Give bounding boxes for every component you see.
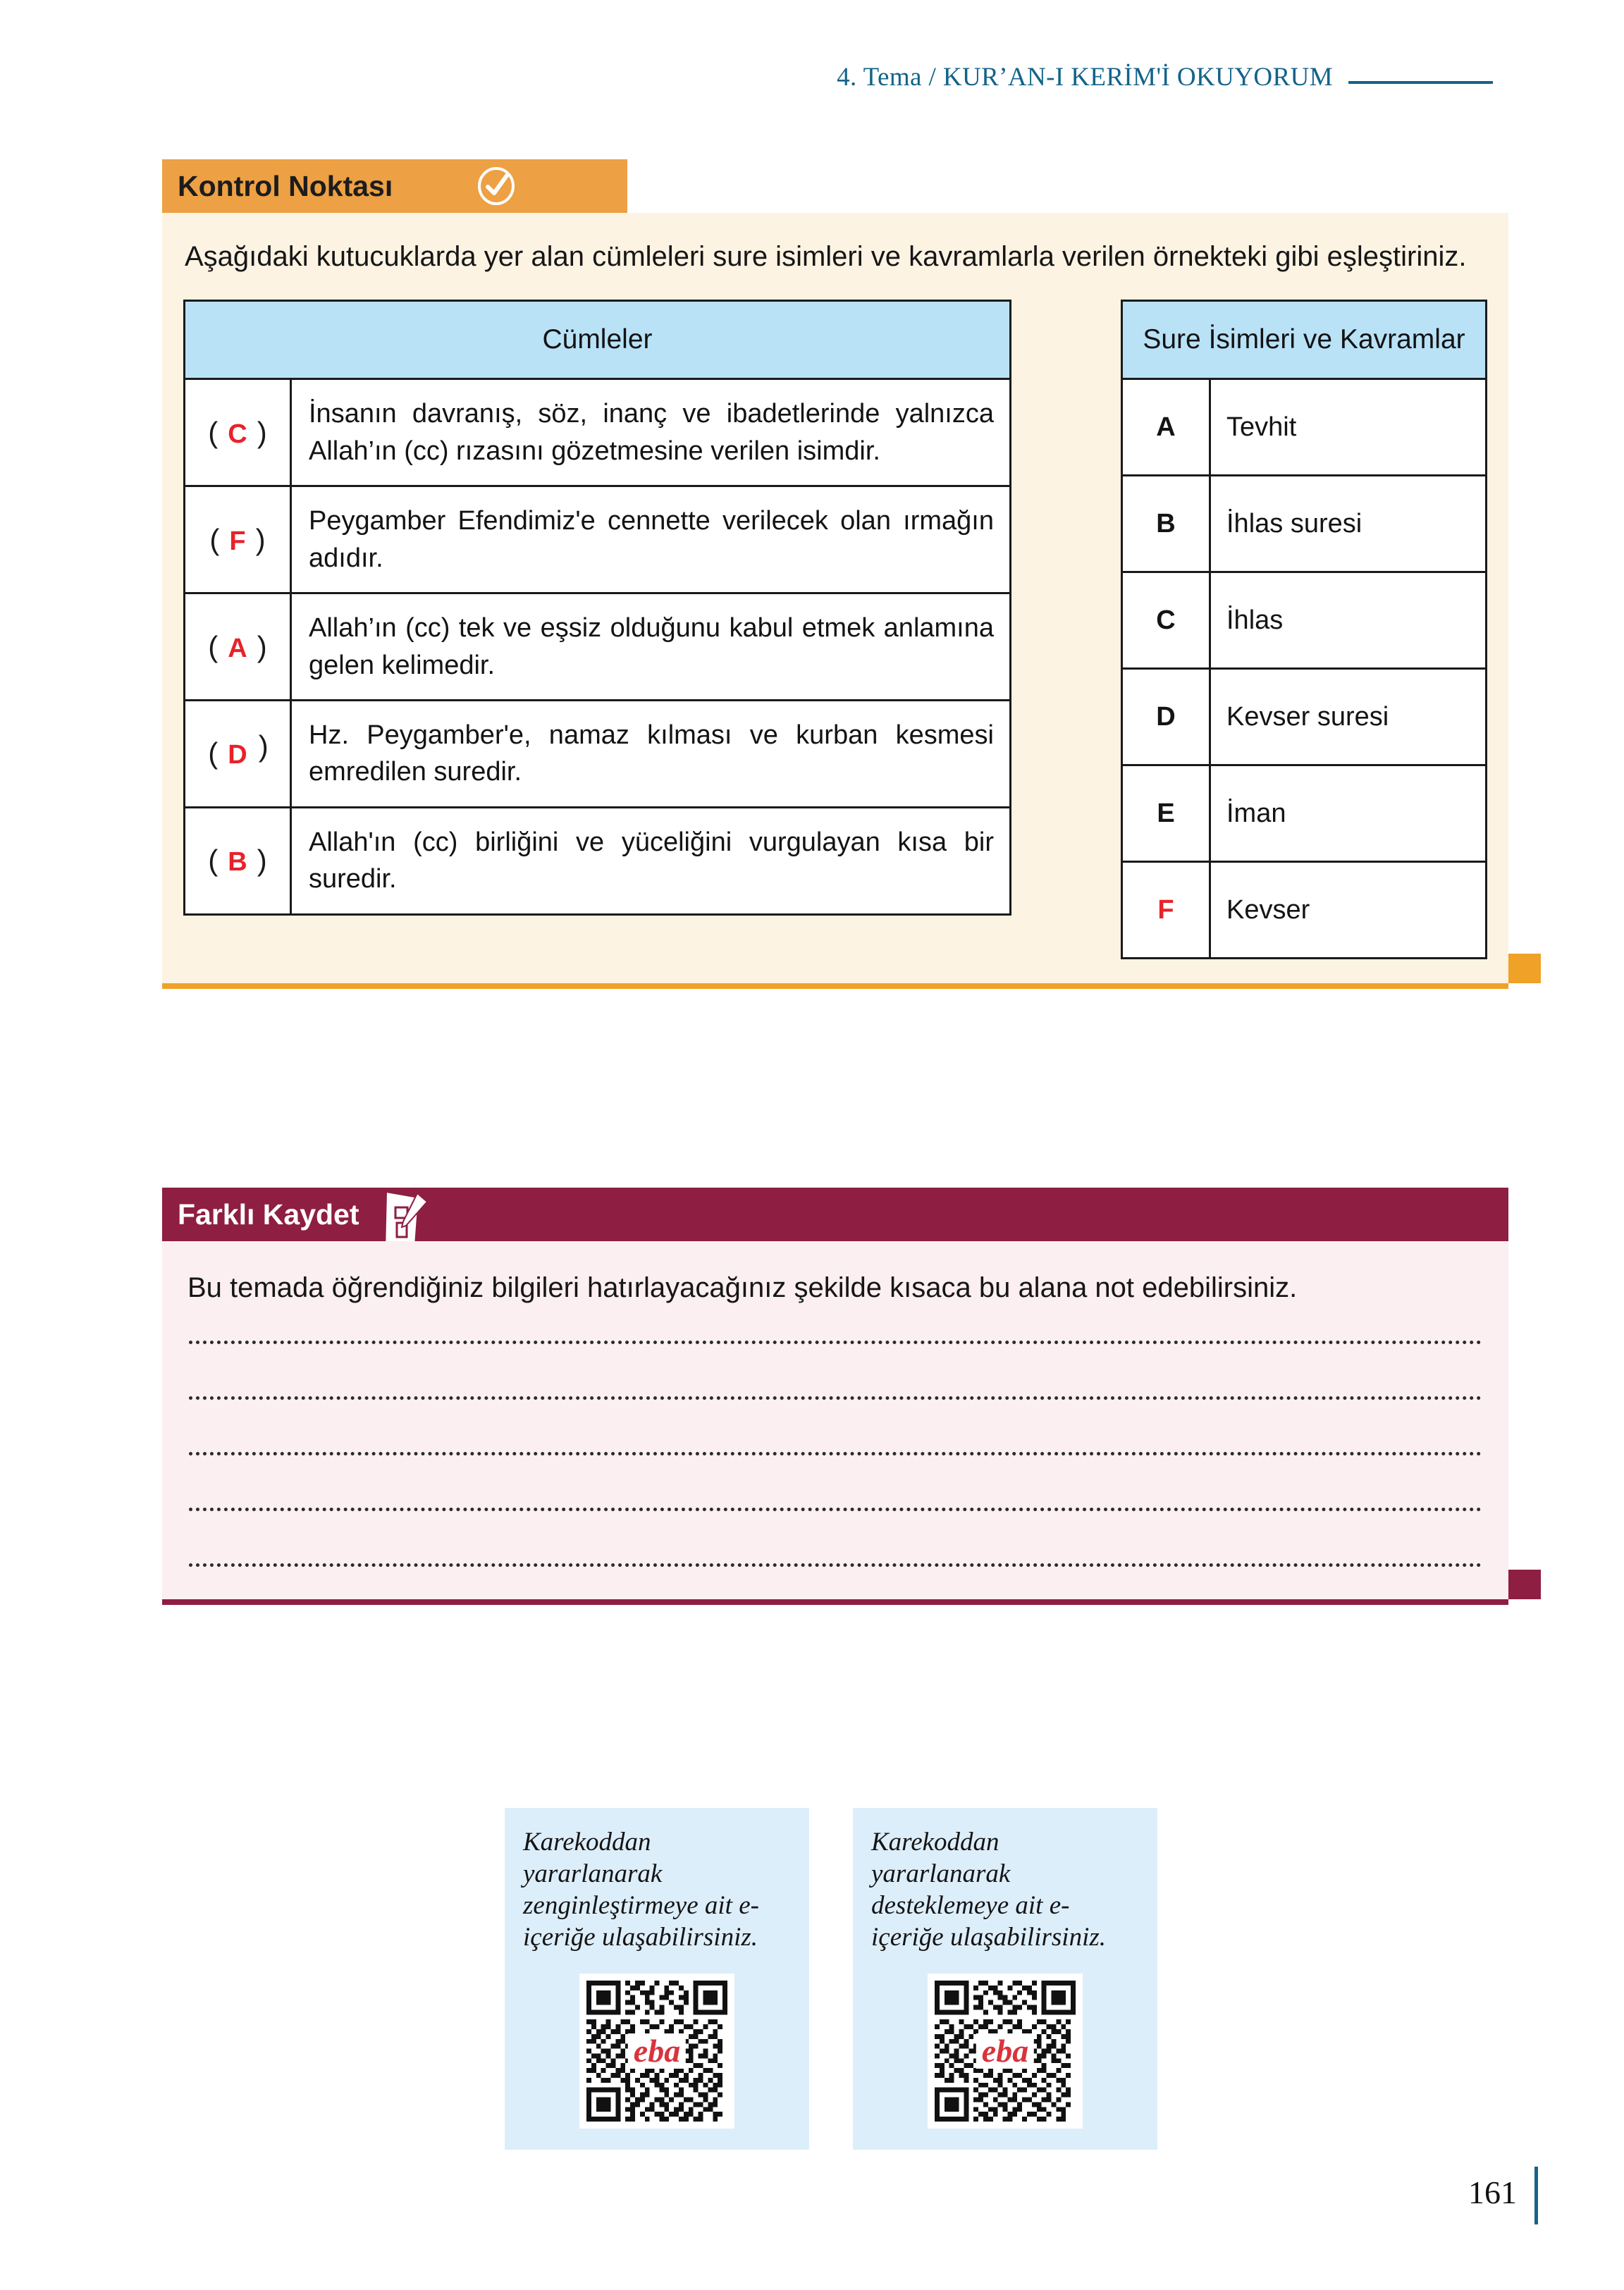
sentence-cell-1: İnsanın davranış, söz, inanç ve ibadetlerinde yalnızca Allah’ın (cc) rızasını gözetmesine verilen isimdir. — [291, 379, 1011, 486]
sentence-cell-3: Allah’ın (cc) tek ve eşsiz olduğunu kabul etmek anlamına gelen kelimedir. — [291, 593, 1011, 701]
kontrol-noktasi-title: Kontrol Noktası — [178, 169, 393, 202]
sentence-cell-4: Hz. Peygamber'e, namaz kılması ve kurban kesmesi emredilen suredir. — [291, 700, 1011, 807]
eba-logo-2: eba — [976, 2033, 1034, 2069]
qr-code-icon[interactable] — [928, 1974, 1083, 2129]
table-row — [1122, 379, 1487, 476]
page-number-rule — [1534, 2167, 1538, 2224]
cumleler-table-header: Cümleler — [185, 300, 1011, 379]
kavram-key-c: C — [1122, 572, 1210, 669]
answer-cell-5[interactable]: ( B ) — [185, 807, 291, 914]
kavram-value-a: Tevhit — [1210, 379, 1487, 476]
table-row — [1122, 765, 1487, 862]
table-row — [185, 379, 1011, 486]
table-row — [185, 593, 1011, 701]
kontrol-noktasi-header-bar — [162, 159, 627, 213]
qr-caption-2: Karekoddan yararlanarak desteklemeye ait e-içeriğe ulaşabilirsiniz. — [871, 1828, 1106, 1952]
running-head-text: 4. Tema / KUR’AN-I KERİM'İ OKUYORUM — [837, 63, 1333, 92]
writing-line-2[interactable] — [189, 1396, 1482, 1400]
writing-line-1[interactable] — [189, 1341, 1482, 1344]
kontrol-noktasi-instruction: Aşağıdaki kutucuklarda yer alan cümleleri sure isimleri ve kavramlarla verilen örnekteki gibi eşleştiriniz. — [185, 241, 1467, 272]
qr-image-wrapper-1 — [523, 1974, 791, 2129]
writing-line-3[interactable] — [189, 1452, 1482, 1455]
writing-line-5[interactable] — [189, 1563, 1482, 1567]
qr-card-destekleme[interactable] — [853, 1808, 1157, 2150]
answer-letter-1: C — [228, 419, 247, 449]
answer-cell-1[interactable]: ( C ) — [185, 379, 291, 486]
answer-cell-2[interactable]: ( F ) — [185, 486, 291, 593]
qr-image-wrapper-2 — [871, 1974, 1139, 2129]
kavram-key-e: E — [1122, 765, 1210, 862]
qr-card-zenginlestirme[interactable] — [505, 1808, 809, 2150]
farkli-kaydet-header-bar — [162, 1188, 1508, 1241]
sentence-cell-5: Allah'ın (cc) birliğini ve yüceliğini vurgulayan kısa bir suredir. — [291, 807, 1011, 914]
kavram-key-d: D — [1122, 669, 1210, 765]
qr-caption-1: Karekoddan yararlanarak zenginleştirmeye ait e-içeriğe ulaşabilirsiniz. — [523, 1828, 759, 1952]
writing-line-4[interactable] — [189, 1508, 1482, 1511]
farkli-kaydet-title: Farklı Kaydet — [178, 1198, 359, 1231]
answer-cell-3[interactable]: ( A ) — [185, 593, 291, 701]
table-row — [1122, 669, 1487, 765]
matching-tables-wrapper — [183, 300, 1487, 960]
eba-logo-1: eba — [628, 2033, 686, 2069]
table-header-row — [1122, 300, 1487, 379]
farkli-kaydet-body — [162, 1241, 1508, 1605]
table-row — [1122, 572, 1487, 669]
kontrol-noktasi-corner-tab — [1508, 954, 1541, 983]
page-number: 161 — [1468, 2174, 1517, 2210]
check-circle-icon — [477, 167, 515, 205]
kavram-value-d: Kevser suresi — [1210, 669, 1487, 765]
kavramlar-table-header: Sure İsimleri ve Kavramlar — [1122, 300, 1487, 379]
table-row — [185, 807, 1011, 914]
qr-card-row — [505, 1808, 1157, 2150]
table-header-row — [185, 300, 1011, 379]
cumleler-table — [183, 300, 1011, 916]
running-head — [837, 62, 1493, 92]
kavram-key-f: F — [1122, 862, 1210, 959]
kavram-key-b: B — [1122, 476, 1210, 572]
answer-letter-4: D — [228, 740, 247, 770]
running-head-rule — [1348, 81, 1493, 84]
kavram-value-b: İhlas suresi — [1210, 476, 1487, 572]
table-row — [185, 486, 1011, 593]
kontrol-noktasi-body — [162, 213, 1508, 989]
kontrol-noktasi-panel — [162, 159, 1508, 989]
kavram-value-c: İhlas — [1210, 572, 1487, 669]
qr-code-icon[interactable] — [579, 1974, 734, 2129]
answer-letter-5: B — [228, 847, 247, 878]
answer-letter-2: F — [229, 526, 246, 556]
sentence-cell-2: Peygamber Efendimiz'e cennette verilecek olan ırmağın adıdır. — [291, 486, 1011, 593]
kavramlar-table — [1121, 300, 1487, 960]
answer-cell-4[interactable]: ( D ) — [185, 700, 291, 807]
farkli-kaydet-corner-tab — [1508, 1570, 1541, 1599]
answer-letter-3: A — [228, 633, 247, 663]
table-row — [185, 700, 1011, 807]
kavram-value-e: İman — [1210, 765, 1487, 862]
kavram-value-f: Kevser — [1210, 862, 1487, 959]
table-row — [1122, 476, 1487, 572]
farkli-kaydet-panel — [162, 1188, 1508, 1605]
table-row — [1122, 862, 1487, 959]
kavram-key-a: A — [1122, 379, 1210, 476]
farkli-kaydet-note-text: Bu temada öğrendiğiniz bilgileri hatırlayacağınız şekilde kısaca bu alana not edebilirsiniz. — [187, 1272, 1298, 1303]
